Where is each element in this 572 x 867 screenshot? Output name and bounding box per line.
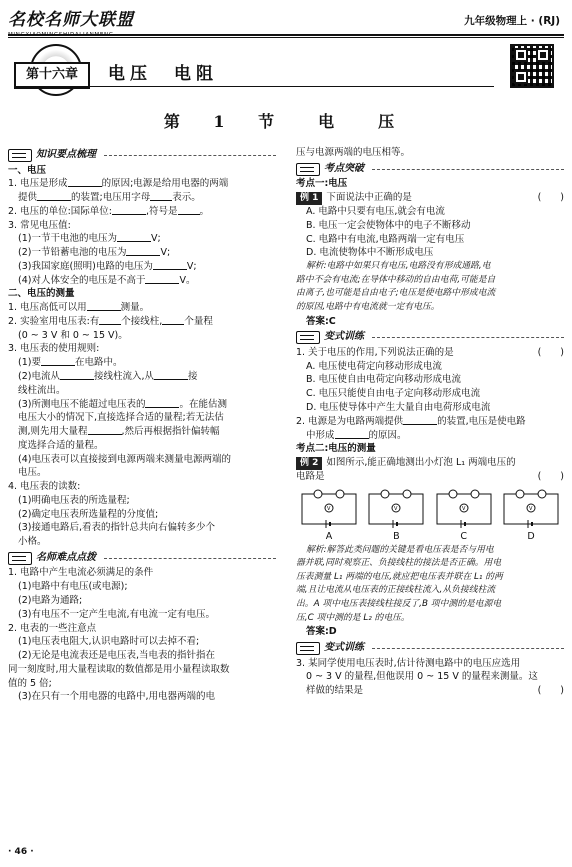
list-item: (3)有电压不一定产生电流,有电流一定有电压。: [18, 608, 215, 620]
pencil-icon: [296, 642, 320, 655]
list-item: (1)明确电压表的所选量程;: [18, 494, 130, 506]
list-item: 提供 的装置;电压用字母 表示。: [18, 192, 201, 204]
list-item: (1)一节干电池的电压为 V;: [18, 233, 161, 245]
answer: 答案:C: [306, 315, 336, 327]
circuit-figures: [300, 488, 560, 544]
logo-main-text: 名校名师大联盟: [8, 10, 134, 30]
header-rule: [8, 34, 564, 36]
key-point-1: 考点一:电压: [296, 178, 348, 190]
list-item: (2)电流从 接线柱流入,从 接: [18, 370, 198, 382]
option: B. 电压使自由电荷定向移动形成电流: [306, 374, 462, 386]
list-item: 1. 电路中产生电流必须满足的条件: [8, 567, 154, 579]
option: D. 电压使导体中产生大量自由电荷形成电流: [306, 401, 491, 413]
list-item: 电压。: [18, 467, 47, 479]
variant-question-3-end: 样做的结果是 ( ): [306, 685, 564, 697]
variant-question-3-cont: 0 ~ 3 V 的量程,但他误用 0 ~ 15 V 的量程来测量。这: [306, 671, 538, 683]
variant-heading: 变式训练: [296, 330, 564, 345]
knowledge-heading: 知识要点梳理: [8, 148, 276, 163]
svg-text:V: V: [461, 505, 466, 512]
grade-label: 九年级物理上 · (RJ): [464, 15, 560, 27]
page-number: · 46 ·: [8, 846, 34, 857]
list-item: 值的 5 倍;: [8, 677, 52, 689]
left-column: [8, 146, 276, 704]
exam-heading: 考点突破: [296, 162, 564, 177]
list-item: (2)电路为通路;: [18, 594, 83, 606]
list-item: (3)所测电压不能超过电压表的 。在能估测: [18, 398, 227, 410]
analysis-line: 端,且让电流从电压表的正接线柱流入,从负接线柱流: [296, 585, 496, 596]
svg-text:V: V: [327, 505, 331, 512]
part-measurement: 二、电压的测量: [8, 288, 75, 300]
list-item: (3)在只有一个用电器的电路中,用电器两端的电: [18, 691, 215, 703]
analysis-line: 压表测量 L₁ 两端的电压,就应把电压表并联在 L₁ 的两: [296, 571, 503, 582]
analysis-line: 路中不会有电流;在导体中移动的自由电荷,可能是自: [296, 274, 496, 285]
variant-question-3: 3. 某同学使用电压表时,估计待测电路中的电压应选用: [296, 657, 521, 669]
variant-heading-2: 变式训练: [296, 641, 564, 656]
list-item: (4)对人体安全的电压是不高于 V。: [18, 274, 196, 286]
list-item: 1. 电压高低可以用 测量。: [8, 302, 150, 314]
list-item: (1)电路中有电压(或电源);: [18, 581, 128, 593]
list-item: 4. 电压表的读数:: [8, 481, 81, 493]
part-voltage: 一、电压: [8, 164, 47, 176]
variant-question-2-cont: 中形成 的原因。: [306, 429, 407, 441]
option: A. 电压使电荷定向移动形成电流: [306, 360, 442, 372]
circuit-diagram-d: V D: [502, 488, 560, 544]
answer: 答案:D: [306, 626, 337, 638]
option: D. 电流使物体中不断形成电压: [306, 247, 434, 259]
variant-question-1: 1. 关于电压的作用,下列说法正确的是 ( ): [296, 346, 564, 358]
list-item: 同一刻度时,用大量程读取的数值都是用小量程读取数: [8, 663, 230, 675]
list-item: (0 ~ 3 V 和 0 ~ 15 V)。: [18, 329, 128, 341]
list-item: 3. 常见电压值:: [8, 219, 71, 231]
circuit-diagram-a: V A: [300, 488, 358, 544]
example-2-question-cont: 电路是 ( ): [296, 471, 564, 483]
list-item: 3. 电压表的使用规则:: [8, 343, 100, 355]
chapter-label: 第十六章: [14, 62, 90, 89]
list-item: 2. 电压的单位:国际单位: ,符号是 。: [8, 205, 210, 217]
pen-icon: [8, 552, 32, 565]
list-item: 度选择合适的量程。: [18, 439, 104, 451]
option: C. 电路中有电流,电路两端一定有电压: [306, 233, 465, 245]
logo-sub-text: MINGXIAOMINGSHIDALIANMENG: [8, 31, 114, 38]
list-item: 2. 电表的一些注意点: [8, 622, 97, 634]
analysis-line: 的原因,电路中有电流就一定有电压。: [296, 302, 440, 313]
example-2-question: 例 2 如图所示,能正确地测出小灯泡 L₁ 两端电压的: [296, 456, 564, 470]
analysis-line: 由离子,也可能是自由电子;电压是使电路中形成电流: [296, 288, 496, 299]
option: B. 电压一定会使物体中的电子不断移动: [306, 219, 471, 231]
list-item: 线柱流出。: [18, 384, 66, 396]
header-rule-thin: [8, 37, 564, 38]
teacher-tips-heading: 名师难点点拨: [8, 551, 276, 566]
target-icon: [296, 163, 320, 176]
example-1-question: 例 1 下面说法中正确的是 ( ): [296, 191, 564, 205]
key-point-2: 考点二:电压的测量: [296, 443, 376, 455]
list-item: (2)确定电压表所选量程的分度值;: [18, 508, 159, 520]
analysis-line: 出。A 项中电压表接线柱接反了,B 项中测的是电源电: [296, 599, 502, 610]
variant-question-2: 2. 电源是为电路两端提供 的装置,电压是使电路: [296, 415, 526, 427]
list-item: (2)一节铅蓄电池的电压为 V;: [18, 247, 171, 259]
example-tag: 例 1: [296, 192, 322, 205]
list-item: (1)要 在电路中。: [18, 357, 123, 369]
chapter-rule: [14, 86, 494, 87]
analysis-line: 解析:电路中如果只有电压,电路没有形成通路,电: [306, 261, 491, 272]
analysis-line: 器并联,同时观察正、负接线柱的接法是否正确。用电: [296, 558, 502, 569]
list-item: (3)接通电路后,看表的指针总共向右偏转多少个: [18, 522, 215, 534]
list-item: 电压大小的情况下,直接选择合适的量程;若无法估: [18, 412, 224, 424]
chapter-title: 电压 电阻: [108, 64, 218, 84]
list-item: 测,则先用大量程 ,然后再根据指针偏转幅: [18, 426, 220, 438]
circuit-diagram-c: V C: [435, 488, 493, 544]
list-item: 小格。: [18, 536, 47, 548]
list-item: 1. 电压是形成 的原因;电源是给用电器的两端: [8, 178, 229, 190]
pencil-icon: [296, 331, 320, 344]
right-column: [296, 146, 564, 698]
svg-text:V: V: [528, 505, 533, 512]
section-title: 第 1 节 电 压: [163, 112, 409, 131]
option: C. 电压只能使自由电子定向移动形成电流: [306, 388, 481, 400]
book-icon: [8, 149, 32, 162]
list-item: (4)电压表可以直接接到电源两端来测量电源两端的: [18, 453, 231, 465]
analysis-line: 解析:解答此类问题的关键是看电压表是否与用电: [306, 544, 494, 555]
list-item: (1)电压表电阻大,认识电路时可以去掉不看;: [18, 636, 200, 648]
option: A. 电路中只要有电压,就会有电流: [306, 206, 445, 218]
example-tag: 例 2: [296, 457, 322, 470]
analysis-line: 压,C 项中测的是 L₂ 的电压。: [296, 612, 410, 623]
list-item: (2)无论是电流表还是电压表,当电表的指针指在: [18, 650, 215, 662]
svg-text:V: V: [394, 505, 398, 512]
list-item: (3)我国家庭(照明)电路的电压为 V;: [18, 260, 197, 272]
continued-text: 压与电源两端的电压相等。: [296, 147, 411, 158]
qr-code-icon[interactable]: [510, 44, 554, 88]
answer-paren: ( ): [537, 192, 564, 204]
circuit-diagram-b: V B: [367, 488, 425, 544]
list-item: 2. 实验室用电压表:有 个接线柱, 个量程: [8, 315, 213, 327]
